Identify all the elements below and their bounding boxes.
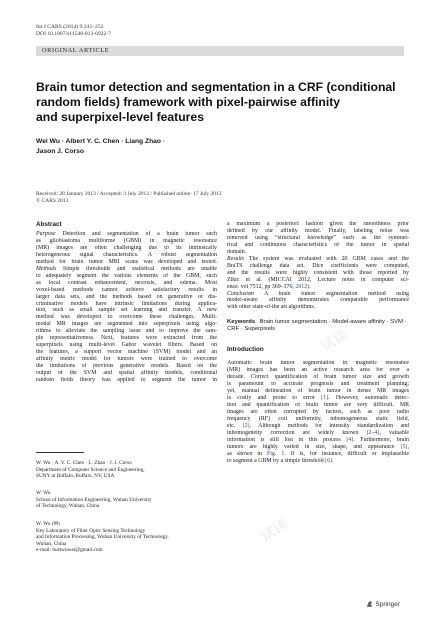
text-line: (MR) images are often challenging due to its intrinsically [36, 244, 217, 251]
text-line: rithms to alleviate the sampling issue and to improve the sam- [36, 328, 217, 335]
article-type-label: ORIGINAL ARTICLE [42, 47, 110, 54]
watermark: 试读 [258, 516, 291, 546]
affiliation-line: SUNY at Buffalo, Buffalo, NY, USA [36, 473, 115, 480]
text-line: modal MR images are segmented into superpixels using algo- [36, 321, 217, 328]
section-lead: Results [227, 255, 245, 262]
abstract-heading: Abstract [36, 221, 62, 228]
affiliation-line: Department of Computer Science and Engineering, [36, 466, 145, 473]
citation-link[interactable]: 2012) [295, 283, 310, 290]
text-line: superpixels using multi-level Gabor wavelet filters. Based on [36, 342, 217, 349]
text-line: is paramount to accurate prognosis and treatment planning; [227, 381, 409, 388]
text-line: criminative models have intrinsic limitations during applica- [36, 300, 217, 307]
text-line: random fields theory was applied to segment the tumor in [36, 377, 217, 384]
text-line: tion, such as small sample set learning and transfer. A new [36, 307, 217, 314]
text-line: as glioblastoma multiforme (GBM) in magnetic resonance [36, 237, 217, 244]
text-line: method was developed to overcome these challenges. Multi- [36, 314, 217, 321]
left-column [36, 221, 217, 384]
publisher-logo [366, 600, 400, 608]
doi-link[interactable]: DOI 10.1007/s11548-013-0922-7 [36, 31, 111, 37]
text-line: ence. vol 7512, pp 369–376, 2012). [227, 283, 311, 290]
text-line: tion and quantification of brain tumor are very difficult. MR [227, 402, 409, 409]
page-footer [36, 600, 406, 610]
text-line: to segment a GBM by a simple threshold [6]. [227, 457, 334, 464]
title-line: Brain tumor detection and segmentation in a CRF (conditional [36, 80, 396, 94]
publisher-name: Springer [375, 600, 400, 608]
citation-link[interactable]: Fig. 1 [267, 450, 285, 457]
text-line: removed using “structural knowledge” such as the symmet- [227, 234, 409, 241]
email-link[interactable]: e-mail: hustwuwei@gmail.com [36, 547, 103, 554]
text-line: the features, a support vector machine (SVM) model and an [36, 349, 217, 356]
text-line: output of the SVM and spatial affinity models, conditional [36, 370, 217, 377]
text-line: (MR) images has been an active research area for over a [227, 367, 409, 374]
text-line: as shown in Fig. 1. It is, for instance, difficult or implausible [227, 450, 409, 457]
text-line: model-aware affinity demonstrates comparable performance [227, 297, 409, 304]
text-line: inhomogeneity correction are widely known [2–4], valuable [227, 429, 409, 436]
text-line: tumors are highly varied in size, shape, and appearance [5], [227, 443, 409, 450]
text-line: to adequately segment the various elements of the GBM, such [36, 272, 217, 279]
text-line: Results The system was evaluated with 20 GBM cases and the [227, 255, 409, 262]
keywords-list: Brain tumor segmentation · Model-aware affinity · SVM · CRF · Superpixels [227, 319, 407, 333]
citation-link[interactable]: [1] [321, 395, 328, 402]
journal-header [36, 24, 111, 38]
text-line: etc. [2]. Although methods for intensity standardization and [227, 422, 409, 429]
text-line: defined by our affinity model. Finally, labeling noise was [227, 227, 409, 234]
text-line: method for brain tumor MRI scans was developed and tested. [36, 258, 217, 265]
text-line: ple representativeness. Next, features were extracted from the [36, 335, 217, 342]
title-line: random fields) framework with pixel-pairwise affinity [36, 95, 341, 109]
text-line: a maximum a posteriori fashion given the smoothness prior [227, 221, 409, 227]
text-line: voxel-based methods cannot achieve satisfactory results in [36, 286, 217, 293]
text-line: and the results were highly consistent with those reported by [227, 269, 409, 276]
publication-history [36, 191, 406, 205]
abstract-body [36, 231, 217, 384]
watermark: 试读 [318, 326, 351, 356]
text-line: domain. [227, 248, 247, 255]
affiliation-2 [36, 490, 217, 510]
text-line: affinity metric model for tumors were trained to overcome [36, 356, 217, 363]
section-lead: Methods [36, 265, 57, 272]
keywords-label: Keywords [227, 319, 256, 326]
author-line: Wei Wu · Albert Y. C. Chen · Liang Zhao · [36, 138, 166, 145]
text-line: heterogeneous signal characteristics. A robust segmentation [36, 251, 217, 258]
watermark: 试读 [148, 231, 181, 261]
citation-link[interactable]: [5] [400, 443, 408, 450]
citation-link[interactable]: [2] [242, 422, 250, 429]
text-line: Conclusion A brain tumor segmentation method using [227, 290, 409, 297]
affiliation-line: of Technology, Wuhan, China [36, 503, 100, 510]
author-line: Jason J. Corso [36, 148, 84, 155]
text-line: information is still lost in this process [4]. Furthermore, brain [227, 436, 409, 443]
paper-title [36, 80, 406, 125]
text-line: frequency (RF) coil uniformity, inhomogeneous static field, [227, 416, 409, 423]
section-lead: Purpose [36, 231, 56, 237]
right-column [227, 221, 409, 465]
text-line: yet, manual delineation of brain tumor in dense MR images [227, 388, 409, 395]
text-line: rical and continuous characteristics of the tumor in spatial [227, 241, 409, 248]
journal-citation: Int J CARS (2014) 9:241–253 [36, 24, 104, 30]
affiliation-line: W. Wu [36, 490, 51, 496]
affiliation-1 [36, 460, 217, 480]
introduction-body [227, 360, 409, 464]
affiliation-line: School of Information Engineering, Wuhan University [36, 496, 152, 503]
text-line: images are often corrupted by factors, such as poor radio [227, 409, 409, 416]
section-lead: Conclusion [227, 290, 254, 297]
footnote-rule [36, 452, 84, 453]
springer-horse-icon [366, 600, 373, 608]
title-line: and superpixel-level features [36, 110, 204, 124]
abstract-continuation [227, 221, 409, 311]
affiliation-line: Key Laboratory of Fiber Optic Sensing Technology [36, 527, 146, 534]
text-line: larger data sets, and the methods based on generative or dis- [36, 293, 217, 300]
affiliation-line: W. Wu (✉) [36, 521, 60, 527]
text-line: with other state-of-the art algorithms. [227, 304, 316, 311]
citation-link[interactable]: [4] [346, 436, 354, 443]
text-line: decade. Correct quantification of brain tumor size and growth [227, 374, 409, 381]
text-line: Automatic brain tumor segmentation in magnetic resonance [227, 360, 409, 367]
article-type-bar [36, 46, 404, 56]
text-line: BraTS challenge data set. Dice coefficients were computed, [227, 262, 409, 269]
text-line: is costly and prone to error [1]. However, automatic detec- [227, 395, 409, 402]
affiliation-line: and Information Processing, Wuhan University of Technology, [36, 534, 169, 541]
author-list [36, 137, 336, 157]
introduction-heading: Introduction [227, 346, 264, 354]
keywords [227, 319, 409, 333]
copyright: © CARS 2013 [36, 198, 69, 204]
text-line: as local contrast enhancement, necrosis, and edema. Most [36, 279, 217, 286]
text-line: Zikic et al. (MICCAI 2012, Lecture notes in computer sci- [227, 276, 409, 283]
text-line: Methods Simple thresholds and statistical methods are unable [36, 265, 217, 272]
affiliation-3 [36, 521, 217, 554]
affiliation-line: Wuhan, China [36, 540, 67, 547]
citation-link[interactable]: [6] [325, 457, 333, 464]
affiliation-line: W. Wu · A. Y. C. Chen · L. Zhao · J. J. Corso [36, 460, 132, 466]
text-line: Purpose Detection and segmentation of a brain tumor such [36, 231, 217, 237]
history-dates: Received: 28 January 2013 / Accepted: 3 July 2013 / Published online: 17 July 2013 [36, 191, 222, 197]
citation-link[interactable]: [2–4] [366, 429, 380, 436]
text-line: the limitations of previous generative models. Based on the [36, 363, 217, 370]
